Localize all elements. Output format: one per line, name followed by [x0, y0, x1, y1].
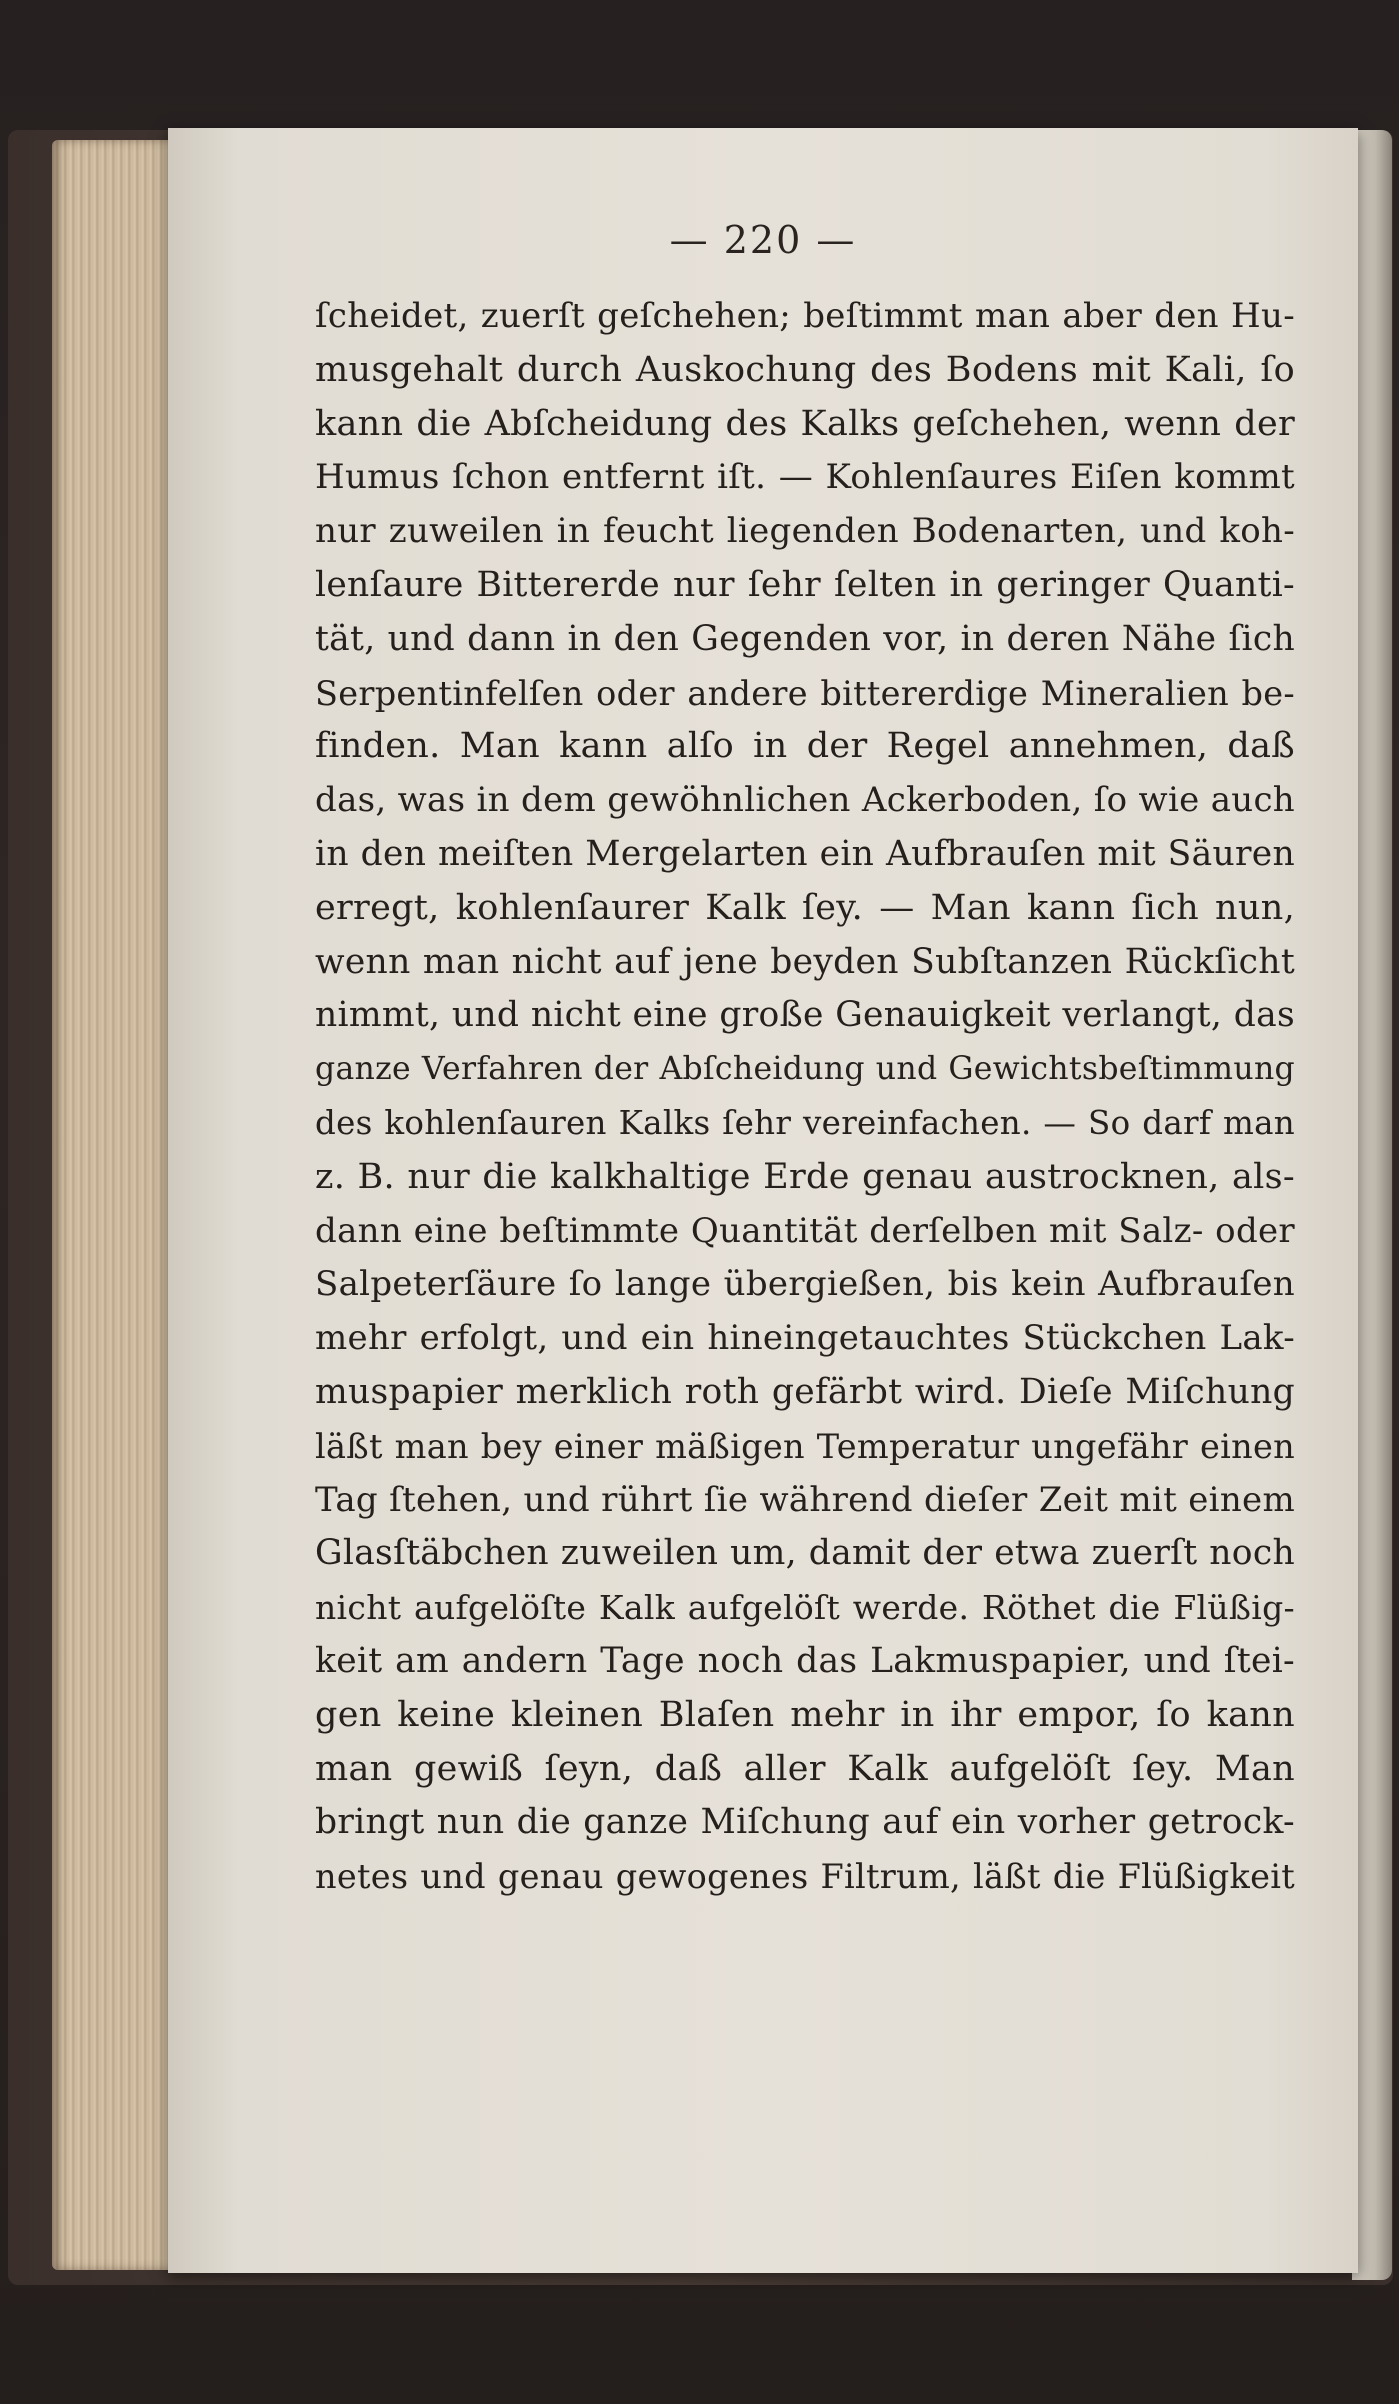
text-line: Humus ſchon entfernt iſt. — Kohlenſaures Eiſen kommt — [315, 457, 1295, 498]
text-line: mehr erfolgt, und ein hineingetauchtes Stückchen Lak- — [315, 1318, 1295, 1359]
book-page — [168, 128, 1358, 2273]
text-line: dann eine beſtimmte Quantität derſelben mit Salz- oder — [315, 1210, 1295, 1251]
text-line: wenn man nicht auf jene beyden Subſtanzen Rückſicht — [315, 941, 1295, 982]
text-line: bringt nun die ganze Miſchung auf ein vorher getrock- — [315, 1802, 1295, 1843]
text-line: finden. Man kann alſo in der Regel annehmen, daß — [315, 726, 1295, 767]
text-line: nur zuweilen in feucht liegenden Bodenarten, und koh- — [315, 511, 1295, 552]
text-line: gen keine kleinen Blaſen mehr in ihr empor, ſo kann — [315, 1694, 1295, 1735]
text-line: keit am andern Tage noch das Lakmuspapier, und ſtei- — [315, 1640, 1295, 1681]
text-line: tät, und dann in den Gegenden vor, in deren Nähe ſich — [315, 618, 1295, 659]
body-text — [315, 290, 1295, 1904]
text-line: kann die Abſcheidung des Kalks geſchehen, wenn der — [315, 403, 1295, 444]
text-line: lenſaure Bittererde nur ſehr ſelten in geringer Quanti- — [315, 564, 1295, 605]
page-edges — [52, 140, 174, 2270]
text-line: nicht aufgelöſte Kalk aufgelöſt werde. Röthet die Flüßig- — [315, 1588, 1295, 1628]
text-line: Glasſtäbchen zuweilen um, damit der etwa zuerſt noch — [315, 1533, 1295, 1574]
text-line: des kohlenſauren Kalks ſehr vereinfachen. — So darf man — [315, 1103, 1295, 1142]
page-number-header: — 220 — — [669, 218, 857, 262]
book-right-edge — [1352, 130, 1392, 2280]
text-line: Serpentinfelſen oder andere bittererdige Mineralien be- — [315, 673, 1295, 713]
text-line: erregt, kohlenſaurer Kalk ſey. — Man kann ſich nun, — [315, 887, 1295, 928]
text-line: läßt man bey einer mäßigen Temperatur ungefähr einen — [315, 1426, 1295, 1466]
text-line: Salpeterſäure ſo lange übergießen, bis kein Aufbrauſen — [315, 1264, 1295, 1305]
text-line: nimmt, und nicht eine große Genauigkeit verlangt, das — [315, 995, 1295, 1036]
text-line: netes und genau gewogenes Filtrum, läßt die Flüßigkeit — [315, 1857, 1295, 1897]
text-line: ſcheidet, zuerſt geſchehen; beſtimmt man aber den Hu- — [315, 296, 1295, 336]
text-line: musgehalt durch Auskochung des Bodens mit Kali, ſo — [315, 349, 1295, 390]
text-line: z. B. nur die kalkhaltige Erde genau austrocknen, als- — [315, 1156, 1295, 1197]
text-line: man gewiß ſeyn, daß aller Kalk aufgelöſt ſey. Man — [315, 1748, 1295, 1789]
text-line: in den meiſten Mergelarten ein Aufbrauſen mit Säuren — [315, 833, 1295, 874]
text-line: das, was in dem gewöhnlichen Ackerboden, ſo wie auch — [315, 780, 1295, 821]
text-line: ganze Verfahren der Abſcheidung und Gewichtsbeſtimmung — [315, 1051, 1295, 1088]
text-line: Tag ſtehen, und rührt ſie während dieſer Zeit mit einem — [315, 1479, 1295, 1520]
text-line: muspapier merklich roth gefärbt wird. Dieſe Miſchung — [315, 1371, 1295, 1412]
